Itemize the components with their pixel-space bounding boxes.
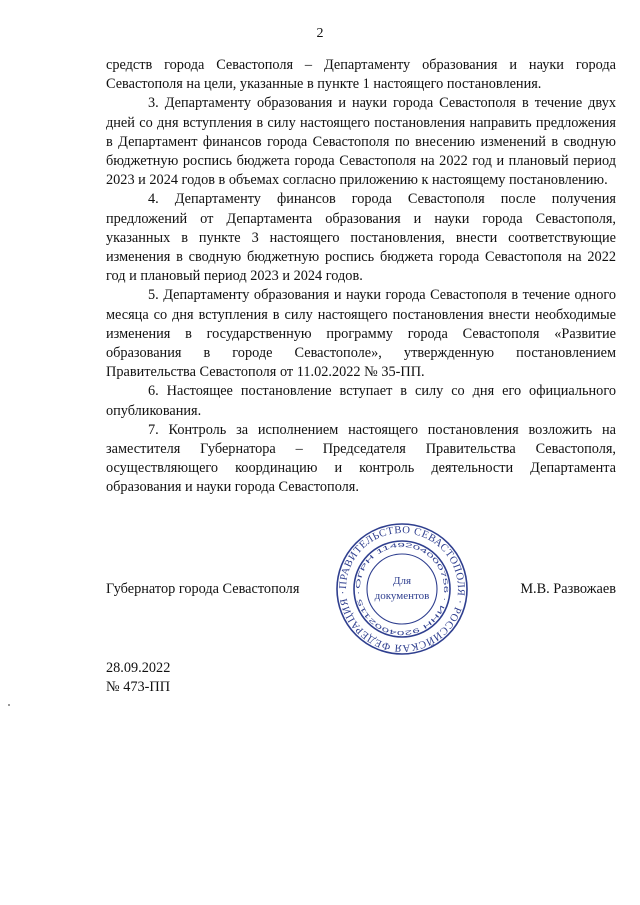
seal-outer-text: ПРАВИТЕЛЬСТВО СЕВАСТОПОЛЯ · РОССИЙСКАЯ ФЕДЕРАЦИЯ · xyxy=(337,524,467,654)
signatory-name: М.В. Развожаев xyxy=(520,581,616,597)
seal-center-line1: Для xyxy=(392,575,412,587)
continuation-paragraph: средств города Севастополя – Департаменту образования и науки города Севастополя на цели, указанные в пункте 1 настоящего постановления. xyxy=(106,57,616,93)
paragraph-item-6: 6. Настоящее постановление вступает в силу со дня его официального опубликования. xyxy=(106,383,616,419)
paragraph-item-7: 7. Контроль за исполнением настоящего постановления возложить на заместителя Губернатора – Председателя Правительства Севастополя, осуществляющего координацию и контроль деятельности Департамента образования и науки города Севастополя. xyxy=(106,421,616,496)
paragraph-item-4: 4. Департаменту финансов города Севастополя после получения предложений от Департамента образования и науки города Севастополя, указанных в пункте 3 настоящего постановления, внести соответствующие изменения в сводную бюджетную роспись бюджета города Севастополя на 2022 год и плановый период 2023 и 2024 годов. xyxy=(106,191,616,285)
seal-inner-text: ОГРН 1149204000756 · ИНН 9204002115 · xyxy=(355,542,449,636)
scan-edge-mark xyxy=(8,704,10,706)
paragraph-item-3: 3. Департаменту образования и науки города Севастополя в течение двух дней со дня вступления в силу настоящего постановления направить предложения в Департамент финансов города Севастополя по внесению изменений в сводную бюджетную роспись бюджета города Севастополя на 2022 год и плановый период 2023 и 2024 годов в объемах согласно приложению к настоящему постановлению. xyxy=(106,95,616,189)
signatory-position: Губернатор города Севастополя xyxy=(106,581,300,597)
document-number: № 473-ПП xyxy=(106,679,171,695)
paragraph-item-5: 5. Департаменту образования и науки города Севастополя в течение одного месяца со дня вступления в силу настоящего постановления внести необходимые изменения в государственную программу города Севастополя «Развитие образования в городе Севастополе», утвержденную постановлением Правительства Севастополя от 11.02.2022 № 35-ПП. xyxy=(106,287,616,381)
official-seal xyxy=(334,521,470,657)
seal-center-line2: документов xyxy=(374,590,430,602)
document-date: 28.09.2022 xyxy=(106,660,171,676)
page-number: 2 xyxy=(316,26,324,41)
decree-body xyxy=(106,56,616,498)
